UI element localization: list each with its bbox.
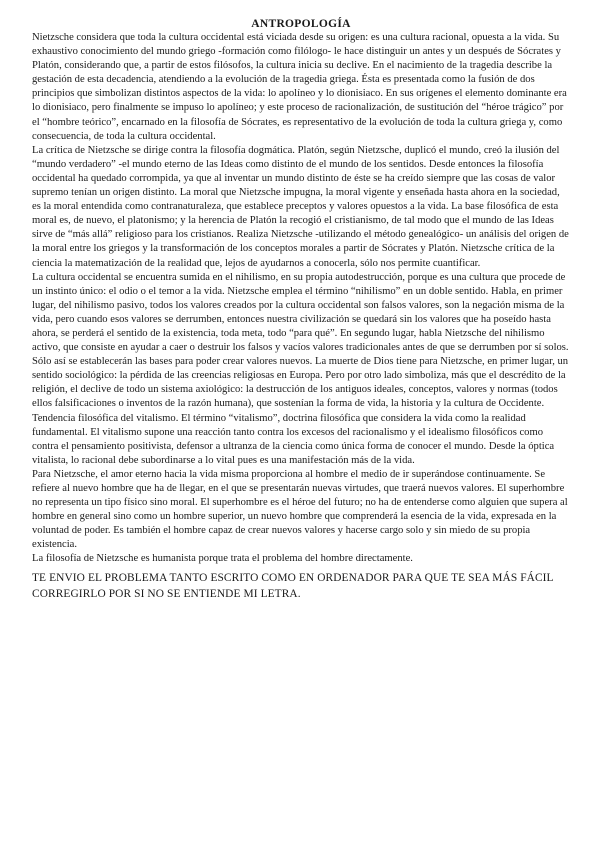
paragraph-nihilismo: La cultura occidental se encuentra sumida en el nihilismo, en su propia autodestrucción, porque es una cultura que procede de un instinto único: el odio o el temor a la vida. Nietzsche emplea el término “nihilismo” en un doble sentido. Habla, en primer lugar, del nihilismo pasivo, todos los valores creados por la cultura occidental son falsos valores, son la negación misma de la vida, pero cuando esos valores se derrumben, entonces nuestra civilización se quedará sin los valores que ha poseído hasta ahora, se perderá el sentido de la existencia, toda meta, todo “para qué”. En segundo lugar, habla Nietzsche del nihilismo activo, que consiste en ayudar a caer o destruir los falsos y vacíos valores tradicionales antes de que se derrumben por sí solos. Sólo así se establecerán las bases para poder crear valores nuevos. La muerte de Dios tiene para Nietzsche, en primer lugar, un sentido sociológico: la pérdida de las creencias religiosas en Europa. Pero por otro lado simboliza, más que el descrédito de la religión, el declive de todo un sistema axiológico: la destrucción de los antiguos ideales, conceptos, valores y normas (todos ellos falsificaciones o inventos de la razón humana), que sostenían la forma de vida, la historia y la cultura de Occidente. <box>32 271 569 410</box>
page-title: ANTROPOLOGÍA <box>251 18 351 30</box>
paragraph-superhombre: Para Nietzsche, el amor eterno hacia la vida misma proporciona al hombre el medio de ir superándose continuamente. Se refiere al nuevo hombre que ha de llegar, en el que se presentarán nuevas virtudes, que traerá nuevos valores. El superhombre no representa un tipo físico sino moral. El superhombre es el héroe del futuro; no ha de entenderse como alguien que supera al hombre en general sino como un hombre superior, un nuevo hombre que comprenderá la esencia de la vida, expresada en la voluntad de poder. Es también el hombre capaz de crear nuevos valores y hacerse cargo solo y sin miedo de su propia existencia. <box>32 468 568 551</box>
paragraph-vitalismo: Tendencia filosófica del vitalismo. El término “vitalismo”, doctrina filosófica que considera la vida como la realidad fundamental. El vitalismo supone una reacción tanto contra los excesos del racionalismo y el idealismo filosóficos como contra el pensamiento positivista, defensor a ultranza de la ciencia como única forma de conocer el mundo. Desde la óptica vitalista, lo racional debe subordinarse a lo vital pues es una manifestación más de la vida. <box>32 412 555 466</box>
document-page <box>32 17 570 602</box>
paragraph-critica-filosofia: La crítica de Nietzsche se dirige contra la filosofía dogmática. Platón, según Nietzsche, duplicó el mundo, creó la ilusión del “mundo verdadero” -el mundo eterno de las Ideas como distinto de el mundo de los sentidos. Desde entonces la filosofía occidental ha quedado corrompida, ya que al inventar un mundo distinto de éste se ha creído siempre que las cosas de valor supremo tenían un origen distinto. La moral que Nietzsche impugna, la moral vigente y enseñada hasta ahora en la sociedad, es la moral entendida como contranaturaleza, que establece preceptos y valores opuestos a la vida. La base filosófica de esta moral es, de nuevo, el platonismo; y la herencia de Platón la recogió el cristianismo, de tal modo que el mundo de las Ideas sirve de “más allá” religioso para los cristianos. Realiza Nietzsche -utilizando el método genealógico- un análisis del origen de la moral entre los griegos y la transformación de los conceptos morales a partir de Sócrates y Platón. Nietzsche crítica de la ciencia la matematización de la realidad que, lejos de ayudarnos a conocerla, sólo nos permite cuantificar. <box>32 144 569 269</box>
paragraph-cultura-occidental: Nietzsche considera que toda la cultura occidental está viciada desde su origen: es una cultura racional, opuesta a la vida. Su exhaustivo conocimiento del mundo griego -formación como filólogo- le hace distinguir un antes y un después de Sócrates y Platón, considerando que, a partir de estos filósofos, la cultura inicia su declive. En el nacimiento de la tragedia describe la gestación de esta decadencia, atendiendo a la evolución de la tragedia griega. Ésta es presentada como la fusión de dos principios que simbolizan distintos aspectos de la vida: lo apolíneo y lo dionisiaco. En sus orígenes el elemento dominante era lo dionisiaco, pero finalmente se impuso lo apolíneo; y este proceso de racionalización, de sustitución del “héroe trágico” por el “hombre teórico”, encarnado en la filosofía de Sócrates, es representativo de la evolución de toda la cultura griega y, como consecuencia, de toda la cultura occidental. <box>32 32 567 142</box>
author-note: TE ENVIO EL PROBLEMA TANTO ESCRITO COMO EN ORDENADOR PARA QUE TE SEA MÁS FÁCIL CORREGIRLO POR SI NO SE ENTIENDE MI LETRA. <box>32 571 554 600</box>
paragraph-humanismo: La filosofía de Nietzsche es humanista porque trata el problema del hombre directamente. <box>32 553 413 565</box>
